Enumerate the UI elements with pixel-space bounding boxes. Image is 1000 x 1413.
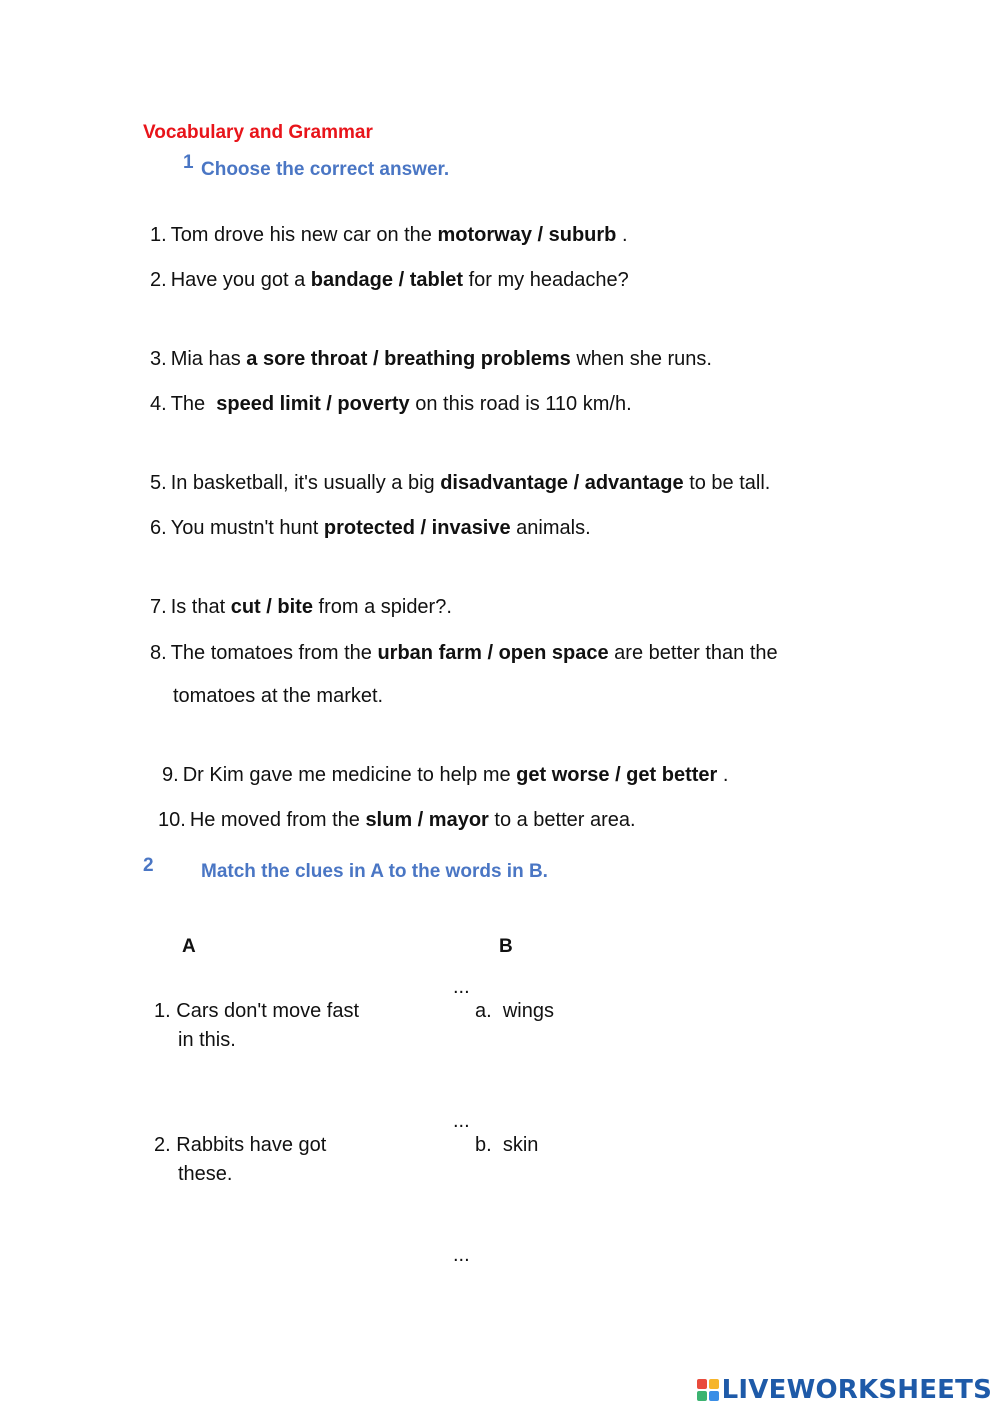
answer-blank-2[interactable]: ... bbox=[453, 1110, 470, 1132]
logo-text: LIVEWORKSHEETS bbox=[721, 1375, 992, 1405]
question-1 bbox=[150, 223, 628, 247]
question-4 bbox=[150, 392, 632, 416]
logo-square-red bbox=[697, 1379, 707, 1389]
question-text-before: Mia has bbox=[170, 348, 247, 370]
question-options[interactable]: protected / invasive bbox=[323, 517, 511, 539]
question-text-before: You mustn't hunt bbox=[170, 517, 324, 539]
question-text-before: In basketball, it's usually a big bbox=[170, 472, 441, 494]
column-a-header: A bbox=[182, 936, 196, 957]
question-number: 2. bbox=[150, 269, 167, 291]
question-number: 10. bbox=[158, 809, 186, 831]
question-number: 6. bbox=[150, 517, 167, 539]
logo-mark-icon bbox=[697, 1379, 719, 1401]
clue-number: 1. bbox=[154, 1000, 171, 1022]
question-6 bbox=[150, 516, 591, 540]
question-options[interactable]: a sore throat / breathing problems bbox=[246, 348, 571, 370]
clue-2 bbox=[154, 1131, 326, 1160]
question-text-after: when she runs. bbox=[570, 348, 712, 370]
clue-2-line2: these. bbox=[178, 1163, 233, 1185]
question-3 bbox=[150, 347, 712, 371]
exercise-2-instruction: Match the clues in A to the words in B. bbox=[201, 861, 548, 882]
question-options[interactable]: disadvantage / advantage bbox=[440, 472, 684, 494]
question-8 bbox=[150, 641, 778, 665]
question-options[interactable]: motorway / suburb bbox=[437, 224, 617, 246]
answer-blank-3[interactable]: ... bbox=[453, 1244, 470, 1266]
section-title: Vocabulary and Grammar bbox=[143, 122, 373, 143]
exercise-1-instruction: Choose the correct answer. bbox=[201, 159, 450, 180]
question-options[interactable]: urban farm / open space bbox=[377, 642, 609, 664]
question-2 bbox=[150, 268, 629, 292]
question-text-before: Dr Kim gave me medicine to help me bbox=[182, 764, 517, 786]
question-9 bbox=[162, 763, 728, 787]
question-10 bbox=[158, 808, 636, 832]
question-7 bbox=[150, 595, 452, 619]
question-options[interactable]: bandage / tablet bbox=[310, 269, 464, 291]
question-number: 1. bbox=[150, 224, 167, 246]
question-number: 5. bbox=[150, 472, 167, 494]
question-number: 3. bbox=[150, 348, 167, 370]
liveworksheets-logo bbox=[697, 1375, 992, 1405]
question-text-before: The bbox=[170, 393, 217, 415]
answer-blank-1[interactable]: ... bbox=[453, 976, 470, 998]
question-text-after: are better than the bbox=[608, 642, 778, 664]
question-options[interactable]: get worse / get better bbox=[516, 764, 718, 786]
exercise-1-number: 1 bbox=[183, 152, 194, 173]
question-text-before: Tom drove his new car on the bbox=[170, 224, 438, 246]
word-text: wings bbox=[502, 1000, 554, 1022]
column-b-header: B bbox=[499, 936, 513, 957]
question-number: 7. bbox=[150, 596, 167, 618]
clue-number: 2. bbox=[154, 1134, 171, 1156]
logo-square-green bbox=[697, 1391, 707, 1401]
logo-square-blue bbox=[709, 1391, 719, 1401]
question-text-after: . bbox=[717, 764, 729, 786]
question-text-before: He moved from the bbox=[189, 809, 366, 831]
question-text-after: to be tall. bbox=[683, 472, 771, 494]
word-letter: b. bbox=[475, 1134, 492, 1156]
question-number: 9. bbox=[162, 764, 179, 786]
clue-text-line1: Rabbits have got bbox=[176, 1134, 327, 1156]
clue-1 bbox=[154, 997, 359, 1026]
word-a bbox=[475, 997, 554, 1026]
exercise-2-number: 2 bbox=[143, 855, 154, 876]
word-letter: a. bbox=[475, 1000, 492, 1022]
question-text-before: Have you got a bbox=[170, 269, 311, 291]
clue-text-line1: Cars don't move fast bbox=[176, 1000, 360, 1022]
question-options[interactable]: slum / mayor bbox=[365, 809, 489, 831]
question-options[interactable]: speed limit / poverty bbox=[216, 393, 410, 415]
question-text-after: on this road is 110 km/h. bbox=[409, 393, 632, 415]
word-text: skin bbox=[502, 1134, 539, 1156]
question-number: 8. bbox=[150, 642, 167, 664]
question-text-before: Is that bbox=[170, 596, 231, 618]
clue-1-line2: in this. bbox=[178, 1029, 236, 1051]
question-text-after: to a better area. bbox=[488, 809, 636, 831]
question-8-continuation: tomatoes at the market. bbox=[173, 685, 384, 707]
logo-square-yellow bbox=[709, 1379, 719, 1389]
question-options[interactable]: cut / bite bbox=[230, 596, 313, 618]
word-b bbox=[475, 1131, 538, 1160]
question-text-after: for my headache? bbox=[463, 269, 629, 291]
question-text-before: The tomatoes from the bbox=[170, 642, 378, 664]
question-text-after: . bbox=[616, 224, 628, 246]
question-number: 4. bbox=[150, 393, 167, 415]
question-text-after: from a spider?. bbox=[312, 596, 452, 618]
question-5 bbox=[150, 471, 770, 495]
question-text-after: animals. bbox=[510, 517, 591, 539]
